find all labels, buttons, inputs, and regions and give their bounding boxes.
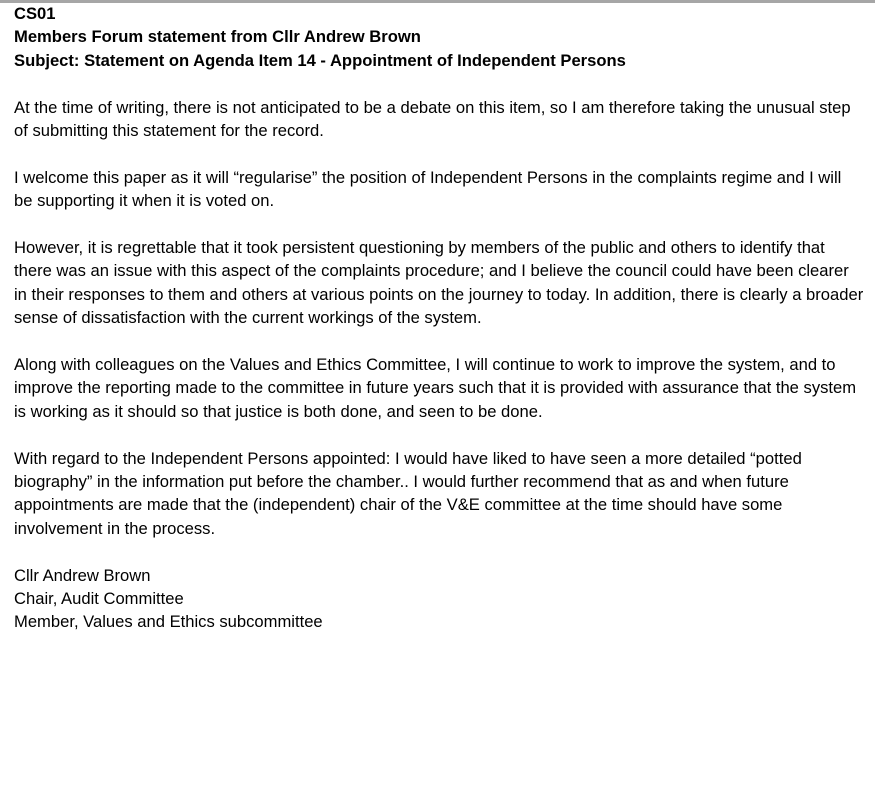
paragraph-3: However, it is regrettable that it took persistent questioning by members of the public and others to identify that there was an issue with this aspect of the complaints procedure; and I believe the council could have been clearer in their responses to them and others at various points on the journey to today. In addition, there is clearly a broader sense of dissatisfaction with the current workings of the system. [14, 238, 864, 328]
paragraph-1: At the time of writing, there is not anticipated to be a debate on this item, so I am therefore taking the unusual step of submitting this statement for the record. [14, 97, 851, 141]
paragraph-5: With regard to the Independent Persons appointed: I would have liked to have seen a more detailed “potted biography” in the information put before the chamber.. I would further recommend that as and when future appointments are made that the (independent) chair of the V&E committee at the time should have some involvement in the process. [14, 448, 802, 538]
signature-role-values-ethics: Member, Values and Ethics subcommittee [14, 612, 323, 632]
signature-name: Cllr Andrew Brown [14, 565, 151, 585]
document-subject: Subject: Statement on Agenda Item 14 - Appointment of Independent Persons [14, 50, 626, 70]
statement-document [14, 2, 864, 634]
signature-block [14, 564, 864, 634]
paragraph-4: Along with colleagues on the Values and Ethics Committee, I will continue to work to improve the system, and to improve the reporting made to the committee in future years such that it is provided with assurance that the system is working as it should so that justice is both done, and seen to be done. [14, 355, 857, 421]
paragraph-2: I welcome this paper as it will “regularise” the position of Independent Persons in the complaints regime and I will be supporting it when it is voted on. [14, 167, 842, 211]
document-code: CS01 [14, 4, 56, 23]
signature-role-audit: Chair, Audit Committee [14, 589, 184, 609]
document-title: Members Forum statement from Cllr Andrew Brown [14, 27, 421, 47]
